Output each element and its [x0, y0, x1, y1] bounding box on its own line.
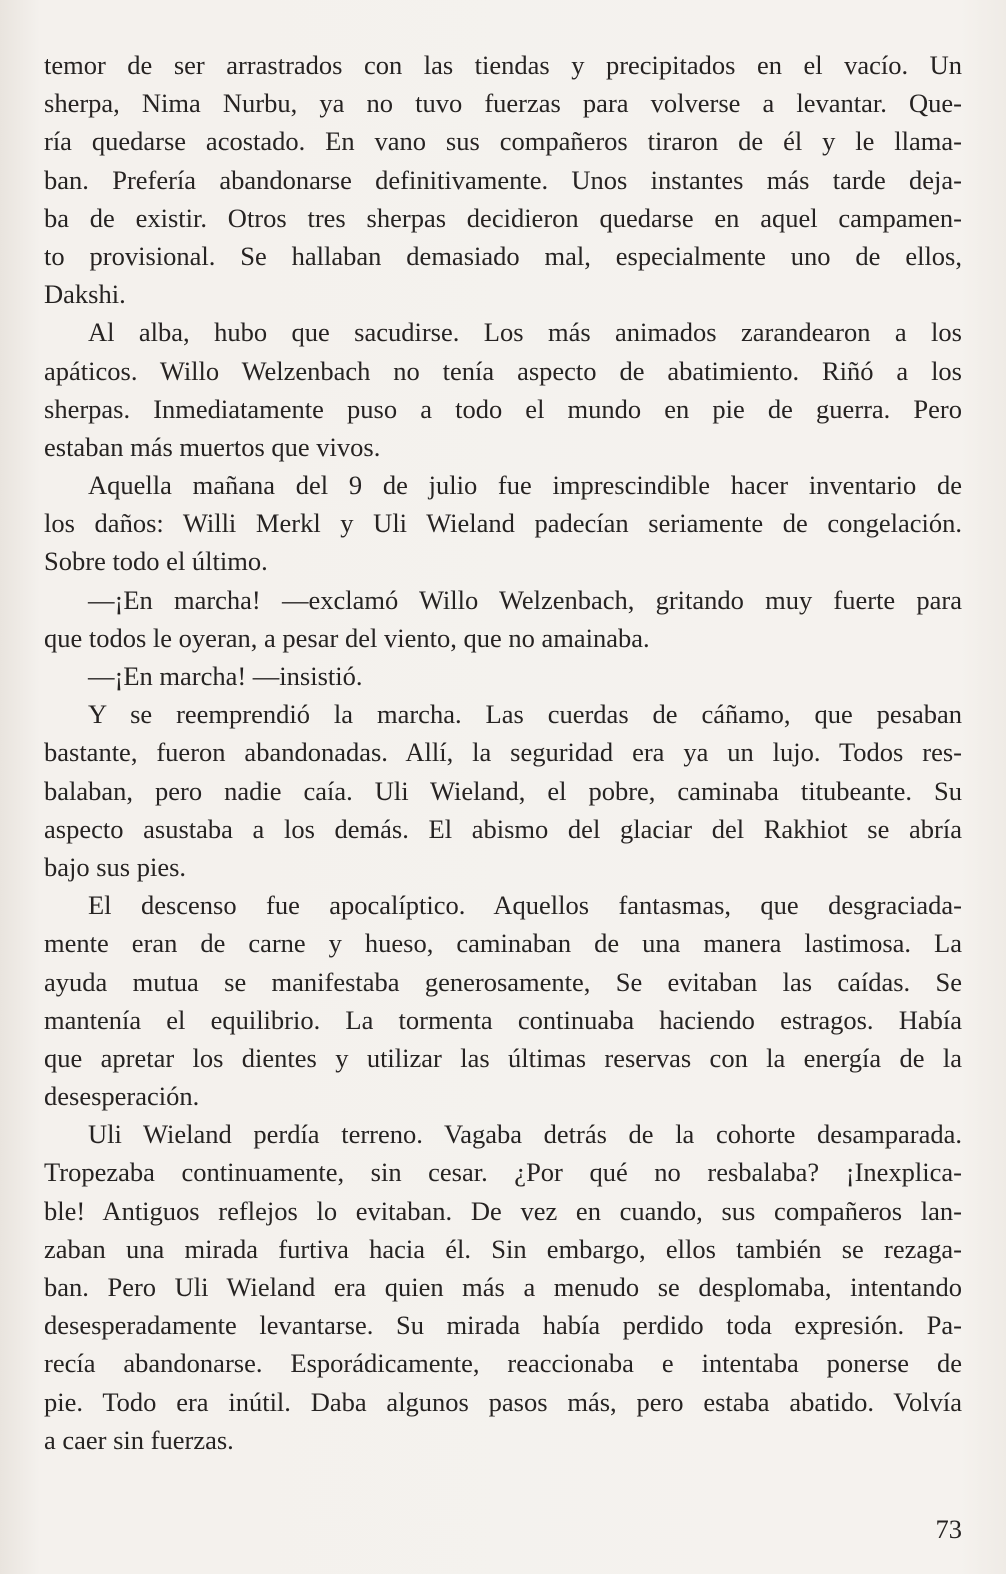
text-line: —¡En marcha! —exclamó Willo Welzenbach, gritando muy fuerte para: [88, 584, 962, 615]
text-line: Sobre todo el último.: [44, 546, 268, 577]
text-line: desesperadamente levantarse. Su mirada había perdido toda expresión. Pa-: [44, 1310, 962, 1341]
text-line: ría quedarse acostado. En vano sus compañeros tiraron de él y le llama-: [44, 126, 962, 157]
text-line: Aquella mañana del 9 de julio fue imprescindible hacer inventario de: [88, 470, 962, 501]
text-line: El descenso fue apocalíptico. Aquellos fantasmas, que desgraciada-: [88, 890, 962, 921]
text-line: bajo sus pies.: [44, 851, 187, 882]
page-number: 73: [935, 1514, 962, 1544]
text-line: Uli Wieland perdía terreno. Vagaba detrás de la cohorte desamparada.: [88, 1119, 962, 1150]
text-line: mente eran de carne y hueso, caminaban de una manera lastimosa. La: [44, 928, 962, 959]
text-line: —¡En marcha! —insistió.: [88, 661, 363, 691]
text-line: sherpa, Nima Nurbu, ya no tuvo fuerzas para volverse a levantar. Que-: [44, 88, 962, 119]
text-line: aspecto asustaba a los demás. El abismo del glaciar del Rakhiot se abría: [44, 813, 962, 844]
text-line: a caer sin fuerzas.: [44, 1424, 234, 1455]
text-line: bastante, fueron abandonadas. Allí, la seguridad era ya un lujo. Todos res-: [44, 737, 962, 768]
text-line: ban. Pero Uli Wieland era quien más a menudo se desplomaba, intentando: [44, 1272, 962, 1302]
text-line: Y se reemprendió la marcha. Las cuerdas de cáñamo, que pesaban: [88, 699, 962, 730]
text-line: ban. Prefería abandonarse definitivamente. Unos instantes más tarde deja-: [44, 164, 962, 195]
text-line: apáticos. Willo Welzenbach no tenía aspecto de abatimiento. Riñó a los: [44, 355, 962, 386]
text-line: ayuda mutua se manifestaba generosamente, Se evitaban las caídas. Se: [44, 966, 962, 997]
text-line: Dakshi.: [44, 279, 126, 310]
text-line: estaban más muertos que vivos.: [44, 431, 381, 462]
text-line: temor de ser arrastrados con las tiendas y precipitados en el vacío. Un: [44, 50, 962, 80]
text-line: recía abandonarse. Esporádicamente, reaccionaba e intentaba ponerse de: [44, 1348, 962, 1379]
text-line: sherpas. Inmediatamente puso a todo el mundo en pie de guerra. Pero: [44, 393, 962, 424]
body-text: [44, 46, 962, 1459]
text-line: que todos le oyeran, a pesar del viento, que no amainaba.: [44, 622, 650, 653]
text-line: ba de existir. Otros tres sherpas decidieron quedarse en aquel campamen-: [44, 202, 962, 233]
text-line: que apretar los dientes y utilizar las últimas reservas con la energía de la: [44, 1042, 962, 1073]
text-line: to provisional. Se hallaban demasiado mal, especialmente uno de ellos,: [44, 240, 962, 271]
text-line: los daños: Willi Merkl y Uli Wieland padecían seriamente de congelación.: [44, 508, 962, 539]
text-line: mantenía el equilibrio. La tormenta continuaba haciendo estragos. Había: [44, 1004, 962, 1035]
text-line: Tropezaba continuamente, sin cesar. ¿Por qué no resbalaba? ¡Inexplica-: [44, 1157, 962, 1188]
text-line: balaban, pero nadie caía. Uli Wieland, el pobre, caminaba titubeante. Su: [44, 775, 962, 806]
text-line: pie. Todo era inútil. Daba algunos pasos más, pero estaba abatido. Volvía: [44, 1386, 962, 1417]
text-line: Al alba, hubo que sacudirse. Los más animados zarandearon a los: [88, 317, 962, 348]
text-line: zaban una mirada furtiva hacia él. Sin embargo, ellos también se rezaga-: [44, 1233, 962, 1264]
text-line: desesperación.: [44, 1081, 200, 1112]
text-line: ble! Antiguos reflejos lo evitaban. De vez en cuando, sus compañeros lan-: [44, 1195, 962, 1226]
